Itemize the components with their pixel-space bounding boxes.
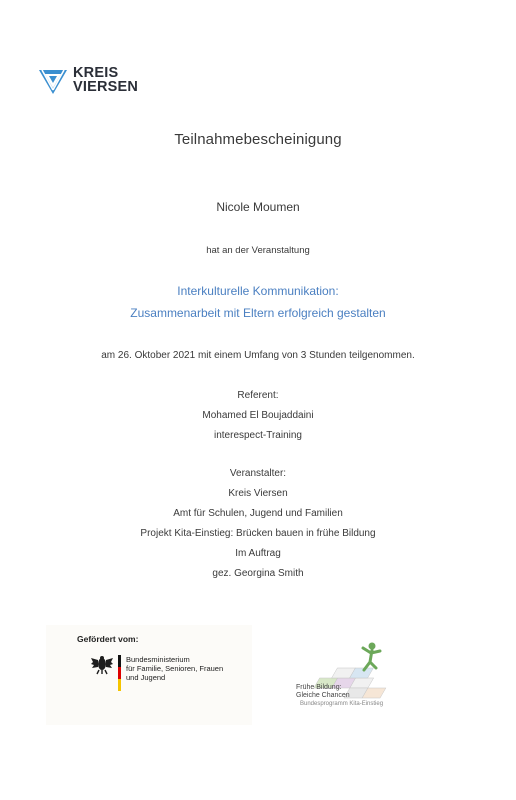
logo-line2: VIERSEN [73, 79, 139, 95]
ministry-line3: und Jugend [126, 673, 166, 682]
ministry-line2: für Familie, Senioren, Frauen [126, 664, 224, 673]
program-name [296, 684, 350, 700]
federal-eagle-icon [90, 655, 114, 675]
organizer-block [0, 464, 516, 584]
organizer-line3: Projekt Kita-Einstieg: Brücken bauen in frühe Bildung [140, 528, 376, 539]
logo-line1: KREIS [73, 65, 119, 81]
organizer-line2: Amt für Schulen, Jugend und Familien [173, 508, 343, 519]
kreis-viersen-logo [38, 66, 138, 100]
page-title: Teilnahmebescheinigung [174, 131, 342, 148]
referent-label: Referent: [237, 390, 279, 401]
date-line: am 26. Oktober 2021 mit einem Umfang von 3 Stunden teilgenommen. [101, 350, 415, 361]
funded-by-label: Gefördert vom: [77, 634, 139, 644]
program-subtitle: Bundesprogramm Kita-Einstieg [300, 701, 384, 707]
logo-text [73, 66, 138, 94]
program-logo [290, 638, 420, 718]
organizer-line4: Im Auftrag [235, 548, 281, 559]
ministry-line1: Bundesministerium [126, 655, 190, 664]
referent-org: interespect-Training [213, 430, 302, 441]
program-line1: Frühe Bildung: [296, 684, 342, 691]
german-flag-bar [118, 655, 121, 691]
program-line2: Gleiche Chancen [296, 692, 350, 699]
organizer-line1: Kreis Viersen [228, 488, 288, 499]
ministry-name [126, 655, 223, 682]
referent-block [0, 386, 516, 446]
intro-text: hat an der Veranstaltung [206, 245, 310, 256]
ministry-logo-box [46, 625, 252, 725]
kreis-viersen-logo-icon [38, 68, 68, 96]
participant-name: Nicole Moumen [216, 200, 300, 214]
event-title-line2: Zusammenarbeit mit Eltern erfolgreich gestalten [130, 306, 386, 320]
referent-name: Mohamed El Boujaddaini [202, 410, 314, 421]
event-title-line1: Interkulturelle Kommunikation: [177, 284, 339, 298]
organizer-line5: gez. Georgina Smith [212, 568, 304, 579]
organizer-label: Veranstalter: [229, 468, 287, 479]
